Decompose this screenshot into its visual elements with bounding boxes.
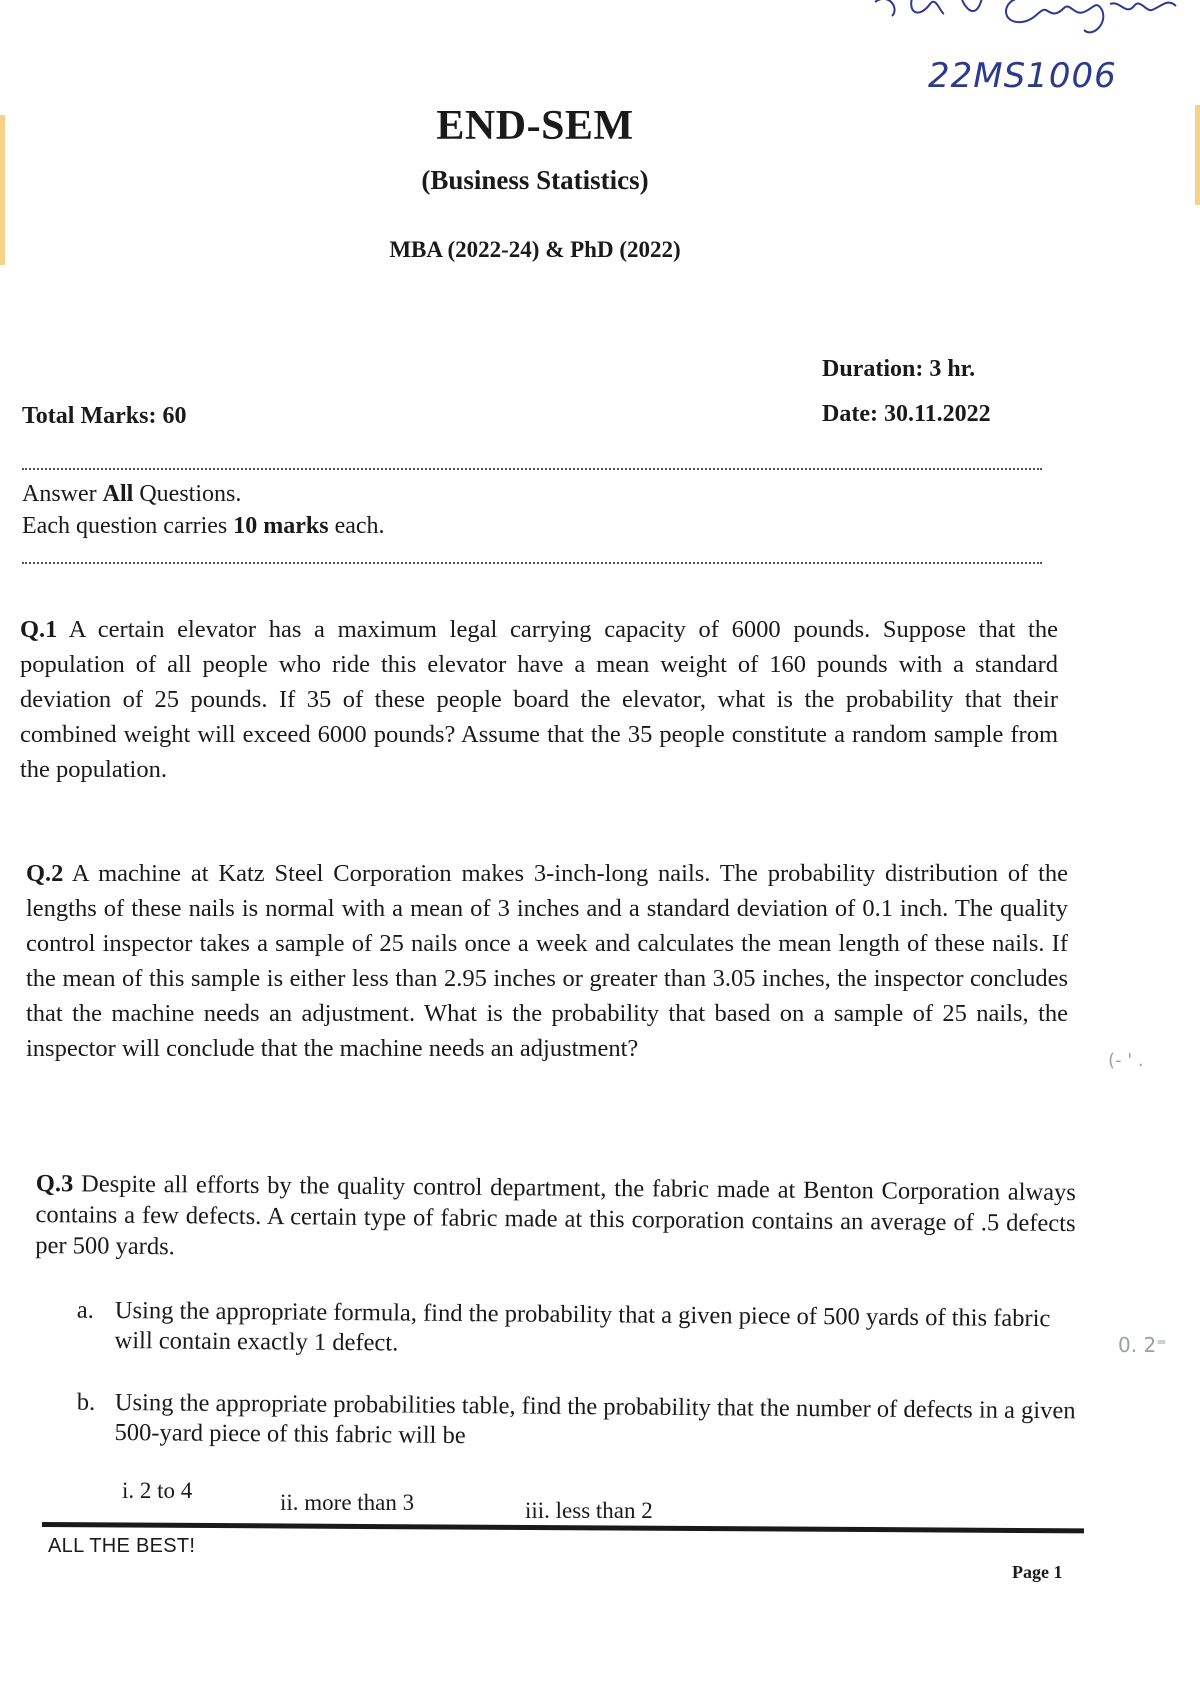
page-number: Page 1 — [1012, 1562, 1063, 1582]
part-b-text: Using the appropriate probabilities table, find the probability that the number of defects in a given 500-yard piece of this fabric will be — [114, 1389, 1076, 1450]
faint-margin-mark-1: (- ' . — [1108, 1050, 1144, 1071]
scan-edge-mark-right — [1195, 105, 1200, 205]
course-name: (Business Statistics) — [421, 165, 649, 195]
faint-margin-mark-2: 0. 2⁼ — [1118, 1333, 1167, 1357]
instruction-line-2: Each question carries 10 marks each. — [22, 513, 385, 539]
part-a-marker: a. — [76, 1296, 94, 1324]
question-3-options — [0, 1478, 1200, 1523]
exam-date: Date: 30.11.2022 — [822, 401, 991, 427]
dotted-divider-top — [22, 468, 1042, 470]
exam-duration: Duration: 3 hr. — [822, 356, 976, 382]
handwritten-signature — [870, 0, 1200, 44]
question-3-part-b — [76, 1388, 1082, 1456]
dotted-divider-bottom — [22, 562, 1042, 564]
question-1 — [20, 612, 1058, 787]
total-marks: Total Marks: 60 — [22, 403, 187, 429]
question-3-text: Despite all efforts by the quality control department, the fabric made at Benton Corporation always contains a few defects. A certain type of fabric made at this corporation contains an average of .5 defects per 500 yards. — [35, 1170, 1076, 1261]
program-batch: MBA (2022-24) & PhD (2022) — [389, 237, 681, 262]
part-b-marker: b. — [76, 1388, 96, 1416]
option-ii: ii. more than 3 — [280, 1490, 415, 1515]
closing-note: ALL THE BEST! — [48, 1535, 196, 1557]
question-3-part-a — [76, 1296, 1082, 1364]
question-2-label: Q.2 — [26, 860, 64, 887]
question-1-label: Q.1 — [20, 616, 58, 643]
instruction-line-1: Answer All Questions. — [22, 481, 242, 507]
option-iii: iii. less than 2 — [525, 1498, 653, 1523]
option-i: i. 2 to 4 — [122, 1478, 193, 1503]
question-3 — [35, 1168, 1076, 1270]
question-1-text: A certain elevator has a maximum legal carrying capacity of 6000 pounds. Suppose that the population of all people who ride this elevator have a mean weight of 160 pounds with a standard deviation of 25 pounds. If 35 of these people board the elevator, what is the probability that their combined weight will exceed 6000 pounds? Assume that the 35 people constitute a random sample from the population. — [20, 616, 1058, 783]
question-3-label: Q.3 — [35, 1169, 74, 1198]
instructions — [22, 478, 385, 542]
handwritten-roll-number: 22MS1006 — [928, 56, 1117, 96]
question-2-text: A machine at Katz Steel Corporation makes 3-inch-long nails. The probability distribution of the lengths of these nails is normal with a mean of 3 inches and a standard deviation of 0.1 inch. The quality control inspector takes a sample of 25 nails once a week and calculates the mean length of these nails. If the mean of this sample is either less than 2.95 inches or greater than 3.05 inches, the inspector concludes that the machine needs an adjustment. What is the probability that based on a sample of 25 nails, the inspector will conclude that the machine needs an adjustment? — [26, 860, 1068, 1062]
question-2 — [26, 856, 1068, 1066]
part-a-text: Using the appropriate formula, find the probability that a given piece of 500 yards of this fabric will contain exactly 1 defect. — [114, 1297, 1051, 1357]
exam-title: END-SEM — [436, 103, 634, 149]
